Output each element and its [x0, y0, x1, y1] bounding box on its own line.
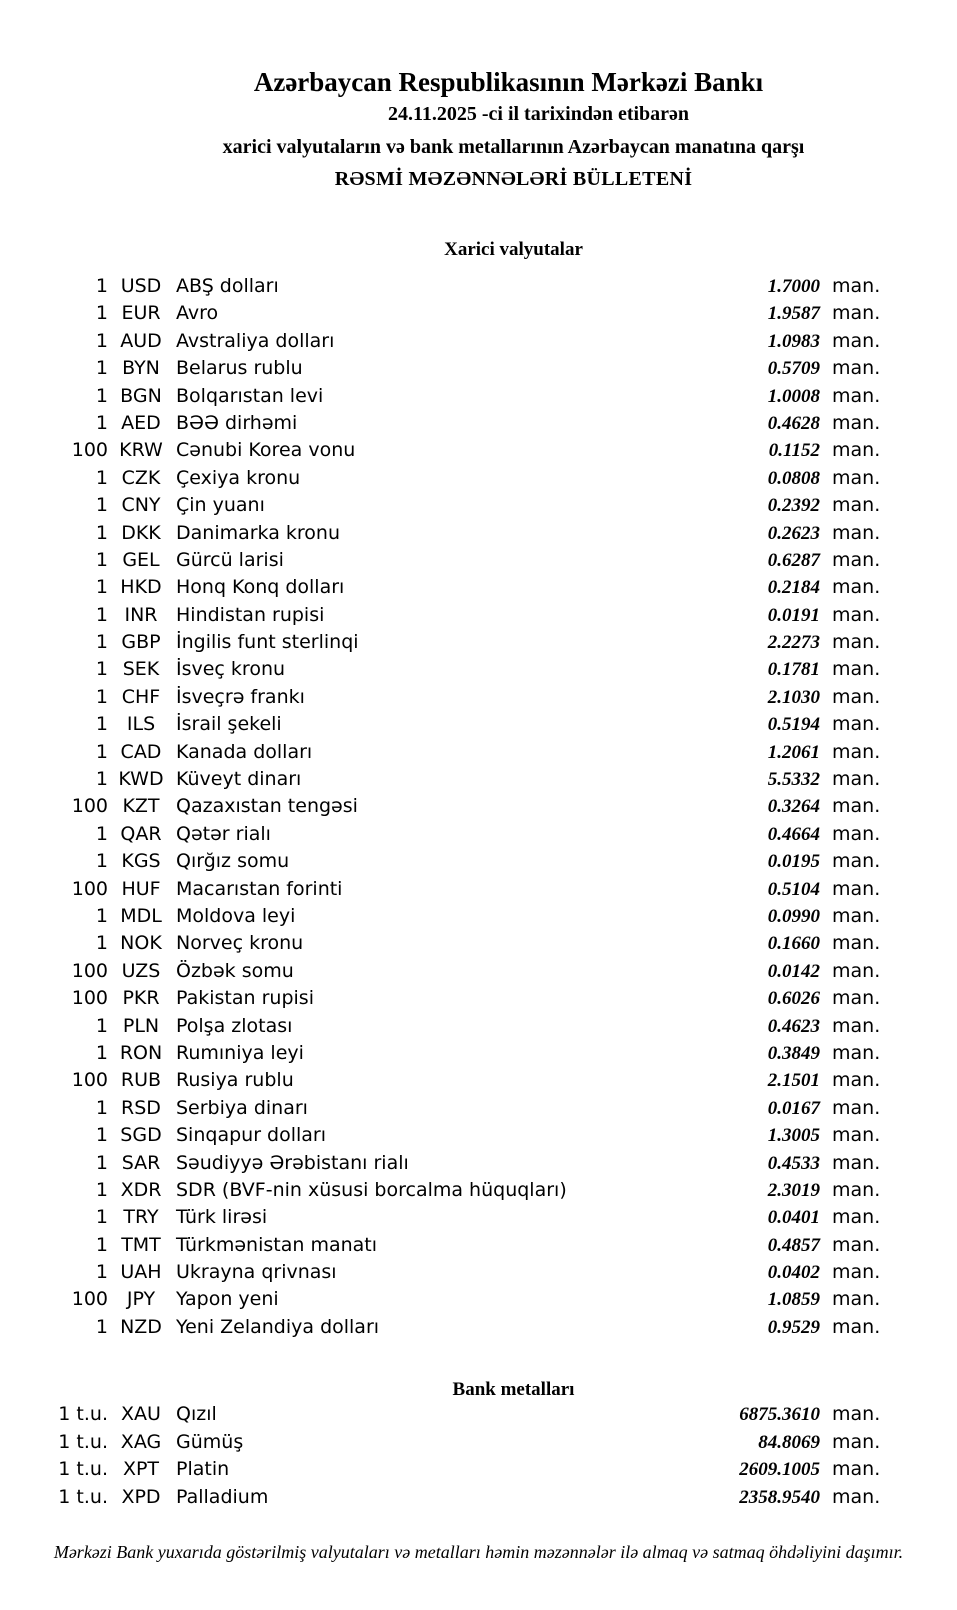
- quantity-cell: 100: [71, 987, 108, 1010]
- rate-value: 2.1501: [767, 1070, 820, 1092]
- bulletin-title: RƏSMİ MƏZƏNNƏLƏRİ BÜLLETENİ: [334, 168, 693, 190]
- currency-code: SAR: [121, 1151, 161, 1174]
- rate-value: 0.3849: [767, 1042, 820, 1064]
- rate-row: [0, 1401, 957, 1429]
- unit-label: man.: [832, 740, 881, 763]
- rate-row: [0, 355, 957, 382]
- currency-name: Çin yuanı: [176, 494, 265, 517]
- unit-label: man.: [832, 1233, 881, 1256]
- rate-row: [0, 1040, 957, 1067]
- currency-name: SDR (BVF-nin xüsusi borcalma hüquqları): [176, 1178, 567, 1201]
- unit-label: man.: [832, 1430, 881, 1453]
- quantity-cell: 1: [95, 822, 108, 845]
- rate-value: 0.5709: [767, 358, 820, 380]
- currency-code: KRW: [119, 439, 163, 462]
- currency-name: Küveyt dinarı: [176, 768, 302, 791]
- currency-name: İsveç kronu: [176, 658, 286, 681]
- currency-name: Türk lirəsi: [176, 1206, 268, 1229]
- rate-row: [0, 1067, 957, 1094]
- currency-code: PLN: [122, 1014, 160, 1037]
- unit-label: man.: [832, 1014, 881, 1037]
- rate-row: [0, 520, 957, 547]
- quantity-cell: 1 t.u.: [58, 1430, 108, 1453]
- currency-code: ILS: [126, 713, 156, 736]
- currency-name: İngilis funt sterlinqi: [176, 631, 359, 654]
- currency-code: RUB: [120, 1069, 162, 1092]
- currency-name: Platin: [176, 1458, 230, 1480]
- quantity-cell: 1: [95, 685, 108, 708]
- currency-name: Səudiyyə Ərəbistanı rialı: [176, 1151, 409, 1174]
- unit-label: man.: [832, 795, 881, 818]
- currency-name: Qırğız somu: [176, 850, 290, 873]
- currency-name: İsrail şekeli: [176, 713, 282, 736]
- currency-name: Yeni Zelandiya dolları: [176, 1315, 380, 1338]
- quantity-cell: 100: [71, 959, 108, 982]
- currency-name: Honq Konq dolları: [176, 576, 345, 599]
- unit-label: man.: [832, 904, 881, 927]
- currency-code: INR: [124, 603, 158, 626]
- currency-name: Pakistan rupisi: [176, 987, 314, 1010]
- currency-code: TRY: [123, 1206, 159, 1229]
- disclaimer-text: Mərkəzi Bank yuxarıda göstərilmiş valyutaları və metalları həmin məzənnələr ilə almaq və satmaq öhdəliyini daşımır.: [53, 1542, 904, 1562]
- rate-value: 0.1660: [767, 933, 820, 955]
- currency-name: Ukrayna qrivnası: [176, 1261, 337, 1284]
- rate-row: [0, 848, 957, 875]
- currency-name: Rusiya rublu: [176, 1069, 294, 1092]
- quantity-cell: 1: [95, 411, 108, 434]
- quantity-cell: 1: [95, 631, 108, 654]
- currency-code: XPT: [122, 1458, 160, 1480]
- quantity-cell: 1: [95, 850, 108, 873]
- unit-label: man.: [832, 1096, 881, 1119]
- rate-value: 2.2273: [767, 632, 820, 654]
- quantity-cell: 1: [95, 904, 108, 927]
- rate-row: [0, 328, 957, 355]
- currency-code: NZD: [120, 1315, 162, 1338]
- currency-code: SGD: [120, 1124, 162, 1147]
- quantity-cell: 1: [95, 1178, 108, 1201]
- currency-name: ABŞ dolları: [176, 275, 279, 297]
- unit-label: man.: [832, 685, 881, 708]
- rate-value: 5.5332: [767, 769, 820, 791]
- rate-row: [0, 437, 957, 464]
- quantity-cell: 1: [95, 1261, 108, 1284]
- currency-code: BGN: [120, 384, 162, 407]
- rate-value: 0.4857: [767, 1234, 820, 1256]
- unit-label: man.: [832, 494, 881, 517]
- rate-row: [0, 1259, 957, 1286]
- rate-row: [0, 684, 957, 711]
- rate-value: 1.3005: [767, 1125, 820, 1147]
- quantity-cell: 1: [95, 384, 108, 407]
- unit-label: man.: [832, 1178, 881, 1201]
- currency-code: GEL: [122, 548, 160, 571]
- quantity-cell: 1: [95, 1124, 108, 1147]
- rate-row: [0, 1013, 957, 1040]
- rate-row: [0, 547, 957, 574]
- quantity-cell: 1: [95, 1315, 108, 1338]
- currency-name: Qətər rialı: [176, 822, 271, 845]
- unit-label: man.: [832, 1261, 881, 1284]
- rate-value: 2.3019: [767, 1179, 820, 1201]
- rate-value: 1.0008: [767, 385, 820, 407]
- unit-label: man.: [832, 1288, 881, 1311]
- unit-label: man.: [832, 1315, 881, 1338]
- currency-name: Polşa zlotası: [176, 1014, 293, 1037]
- quantity-cell: 1: [95, 603, 108, 626]
- rate-row: [0, 410, 957, 437]
- currency-code: EUR: [121, 302, 161, 325]
- rate-row: [0, 656, 957, 683]
- rate-value: 0.0167: [767, 1097, 820, 1119]
- unit-label: man.: [832, 357, 881, 380]
- rate-value: 0.3264: [767, 796, 820, 818]
- rate-value: 2609.1005: [739, 1459, 820, 1480]
- currency-name: Çexiya kronu: [176, 466, 301, 489]
- quantity-cell: 1: [95, 740, 108, 763]
- currency-code: XPD: [121, 1485, 161, 1508]
- currency-code: CNY: [121, 494, 161, 517]
- quantity-cell: 100: [71, 877, 108, 900]
- rate-value: 0.0401: [767, 1207, 820, 1229]
- currency-name: Türkmənistan manatı: [176, 1233, 378, 1256]
- subject-line: xarici valyutaların və bank metallarının Azərbaycan manatına qarşı: [222, 136, 805, 158]
- rate-row: [0, 766, 957, 793]
- rate-row: [0, 985, 957, 1012]
- currency-code: MDL: [120, 904, 162, 927]
- unit-label: man.: [832, 877, 881, 900]
- rate-value: 0.2184: [767, 577, 820, 599]
- currency-code: SEK: [122, 658, 160, 681]
- currency-code: CHF: [121, 685, 161, 708]
- currency-code: USD: [120, 275, 162, 297]
- quantity-cell: 1: [95, 1233, 108, 1256]
- currency-code: AUD: [120, 329, 162, 352]
- rate-row: [0, 793, 957, 820]
- currency-code: UZS: [121, 959, 161, 982]
- currency-code: XDR: [120, 1178, 162, 1201]
- rate-value: 0.1781: [767, 659, 820, 681]
- rate-row: [0, 383, 957, 410]
- currency-name: Yapon yeni: [176, 1288, 279, 1311]
- rate-value: 0.0142: [767, 960, 820, 982]
- currency-code: QAR: [120, 822, 162, 845]
- currency-name: Rumıniya leyi: [176, 1041, 304, 1064]
- rate-value: 6875.3610: [739, 1404, 820, 1425]
- quantity-cell: 100: [71, 795, 108, 818]
- currency-code: AED: [121, 411, 161, 434]
- quantity-cell: 1 t.u.: [58, 1485, 108, 1508]
- currency-code: CAD: [120, 740, 162, 763]
- rate-row: [0, 1232, 957, 1259]
- unit-label: man.: [832, 1458, 881, 1480]
- currency-code: KZT: [122, 795, 160, 818]
- bank-title: Azərbaycan Respublikasının Mərkəzi Bankı: [253, 67, 764, 97]
- rate-value: 2.1030: [767, 686, 820, 708]
- rate-value: 1.7000: [767, 276, 820, 297]
- rate-value: 0.4623: [767, 1015, 820, 1037]
- rate-row: [0, 574, 957, 601]
- rate-value: 0.0990: [767, 905, 820, 927]
- unit-label: man.: [832, 658, 881, 681]
- unit-label: man.: [832, 1041, 881, 1064]
- rate-row: [0, 958, 957, 985]
- unit-label: man.: [832, 302, 881, 325]
- quantity-cell: 1: [95, 576, 108, 599]
- unit-label: man.: [832, 411, 881, 434]
- rate-value: 0.0195: [767, 851, 820, 873]
- rate-value: 1.0859: [767, 1289, 820, 1311]
- unit-label: man.: [832, 1485, 881, 1508]
- rate-row: [0, 1122, 957, 1149]
- rate-row: [0, 876, 957, 903]
- effective-date-line: 24.11.2025 -ci il tarixindən etibarən: [387, 103, 690, 125]
- currency-code: PKR: [122, 987, 160, 1010]
- unit-label: man.: [832, 850, 881, 873]
- unit-label: man.: [832, 603, 881, 626]
- currency-name: Gürcü larisi: [176, 548, 284, 571]
- currency-code: RSD: [121, 1096, 161, 1119]
- quantity-cell: 100: [71, 439, 108, 462]
- rate-value: 0.0191: [767, 604, 820, 626]
- currency-code: KGS: [121, 850, 161, 873]
- unit-label: man.: [832, 1069, 881, 1092]
- rate-value: 1.9587: [767, 303, 820, 325]
- currency-name: Bolqarıstan levi: [176, 384, 324, 407]
- rate-row: [0, 602, 957, 629]
- currency-name: Avstraliya dolları: [176, 329, 335, 352]
- unit-label: man.: [832, 1151, 881, 1174]
- rate-row: [0, 1456, 957, 1484]
- rate-value: 0.9529: [767, 1316, 820, 1338]
- unit-label: man.: [832, 1206, 881, 1229]
- unit-label: man.: [832, 987, 881, 1010]
- rate-value: 0.0808: [767, 467, 820, 489]
- currency-code: UAH: [120, 1261, 162, 1284]
- rate-value: 0.2392: [767, 495, 820, 517]
- currency-name: Cənubi Korea vonu: [176, 439, 356, 462]
- quantity-cell: 1: [95, 275, 108, 297]
- quantity-cell: 1: [95, 1014, 108, 1037]
- rate-row: [0, 739, 957, 766]
- unit-label: man.: [832, 548, 881, 571]
- rate-value: 1.2061: [767, 741, 820, 763]
- currency-name: Avro: [176, 302, 219, 325]
- quantity-cell: 1 t.u.: [58, 1403, 108, 1425]
- rate-row: [0, 465, 957, 492]
- rate-value: 0.4664: [767, 823, 820, 845]
- quantity-cell: 100: [71, 1288, 108, 1311]
- quantity-cell: 1: [95, 932, 108, 955]
- unit-label: man.: [832, 576, 881, 599]
- currency-name: Sinqapur dolları: [176, 1124, 327, 1147]
- currency-name: Serbiya dinarı: [176, 1096, 308, 1119]
- unit-label: man.: [832, 713, 881, 736]
- rate-row: [0, 903, 957, 930]
- currency-name: Qızıl: [176, 1403, 217, 1425]
- currency-name: Belarus rublu: [176, 357, 303, 380]
- rate-row: [0, 821, 957, 848]
- rate-row: [0, 492, 957, 519]
- quantity-cell: 1 t.u.: [58, 1458, 108, 1480]
- quantity-cell: 1: [95, 658, 108, 681]
- unit-label: man.: [832, 768, 881, 791]
- rate-value: 0.2623: [767, 522, 820, 544]
- rate-value: 0.0402: [767, 1262, 820, 1284]
- rate-row: [0, 1286, 957, 1313]
- rate-value: 0.4533: [767, 1152, 820, 1174]
- unit-label: man.: [832, 275, 881, 297]
- rate-row: [0, 1314, 957, 1341]
- rate-row: [0, 1095, 957, 1122]
- rate-row: [0, 1204, 957, 1231]
- quantity-cell: 1: [95, 357, 108, 380]
- currency-code: GBP: [121, 631, 161, 654]
- rate-row: [0, 273, 957, 300]
- currency-name: Hindistan rupisi: [176, 603, 325, 626]
- rate-row: [0, 300, 957, 327]
- rate-value: 2358.9540: [739, 1486, 820, 1508]
- rate-value: 1.0983: [767, 330, 820, 352]
- rate-value: 0.6026: [767, 988, 820, 1010]
- unit-label: man.: [832, 1403, 881, 1425]
- currency-code: BYN: [122, 357, 160, 380]
- unit-label: man.: [832, 384, 881, 407]
- unit-label: man.: [832, 822, 881, 845]
- quantity-cell: 100: [71, 1069, 108, 1092]
- unit-label: man.: [832, 631, 881, 654]
- currency-code: XAU: [121, 1403, 161, 1425]
- currency-name: BƏƏ dirhəmi: [176, 411, 298, 434]
- quantity-cell: 1: [95, 494, 108, 517]
- currency-name: Danimarka kronu: [176, 521, 341, 544]
- rate-value: 0.5104: [767, 878, 820, 900]
- rate-row: [0, 711, 957, 738]
- currency-name: İsveçrə frankı: [176, 685, 305, 708]
- currency-code: CZK: [121, 466, 161, 489]
- currency-code: TMT: [121, 1233, 161, 1256]
- currency-code: HKD: [120, 576, 162, 599]
- rate-row: [0, 629, 957, 656]
- rate-row: [0, 1177, 957, 1204]
- metals-section-title: Bank metalları: [452, 1379, 575, 1400]
- currency-code: HUF: [121, 877, 161, 900]
- currency-name: Kanada dolları: [176, 740, 313, 763]
- rate-row: [0, 1429, 957, 1457]
- rate-value: 84.8069: [758, 1431, 820, 1453]
- metals-table: [0, 1401, 957, 1511]
- unit-label: man.: [832, 1124, 881, 1147]
- quantity-cell: 1: [95, 1096, 108, 1119]
- rate-row: [0, 1150, 957, 1177]
- rate-value: 0.1152: [768, 440, 820, 462]
- quantity-cell: 1: [95, 713, 108, 736]
- quantity-cell: 1: [95, 548, 108, 571]
- unit-label: man.: [832, 466, 881, 489]
- quantity-cell: 1: [95, 1206, 108, 1229]
- currency-code: KWD: [118, 768, 164, 791]
- quantity-cell: 1: [95, 1151, 108, 1174]
- unit-label: man.: [832, 521, 881, 544]
- unit-label: man.: [832, 329, 881, 352]
- currency-name: Norveç kronu: [176, 932, 304, 955]
- quantity-cell: 1: [95, 1041, 108, 1064]
- quantity-cell: 1: [95, 329, 108, 352]
- quantity-cell: 1: [95, 521, 108, 544]
- currency-code: RON: [119, 1041, 163, 1064]
- currency-name: Macarıstan forinti: [176, 877, 343, 900]
- unit-label: man.: [832, 932, 881, 955]
- unit-label: man.: [832, 439, 881, 462]
- quantity-cell: 1: [95, 768, 108, 791]
- rate-value: 0.4628: [767, 412, 820, 434]
- currency-name: Qazaxıstan tengəsi: [176, 795, 358, 818]
- currency-code: XAG: [120, 1430, 162, 1453]
- rate-value: 0.5194: [767, 714, 820, 736]
- currency-code: NOK: [120, 932, 162, 955]
- rate-row: [0, 930, 957, 957]
- quantity-cell: 1: [95, 302, 108, 325]
- currency-code: DKK: [121, 521, 161, 544]
- currency-name: Özbək somu: [176, 959, 294, 982]
- currencies-section-title: Xarici valyutalar: [444, 239, 583, 260]
- currency-name: Gümüş: [176, 1430, 244, 1453]
- currency-name: Palladium: [176, 1485, 269, 1508]
- currency-name: Moldova leyi: [176, 904, 296, 927]
- unit-label: man.: [832, 959, 881, 982]
- currencies-table: [0, 273, 957, 1341]
- quantity-cell: 1: [95, 466, 108, 489]
- currency-code: JPY: [126, 1288, 156, 1311]
- rate-row: [0, 1484, 957, 1512]
- rate-value: 0.6287: [767, 549, 820, 571]
